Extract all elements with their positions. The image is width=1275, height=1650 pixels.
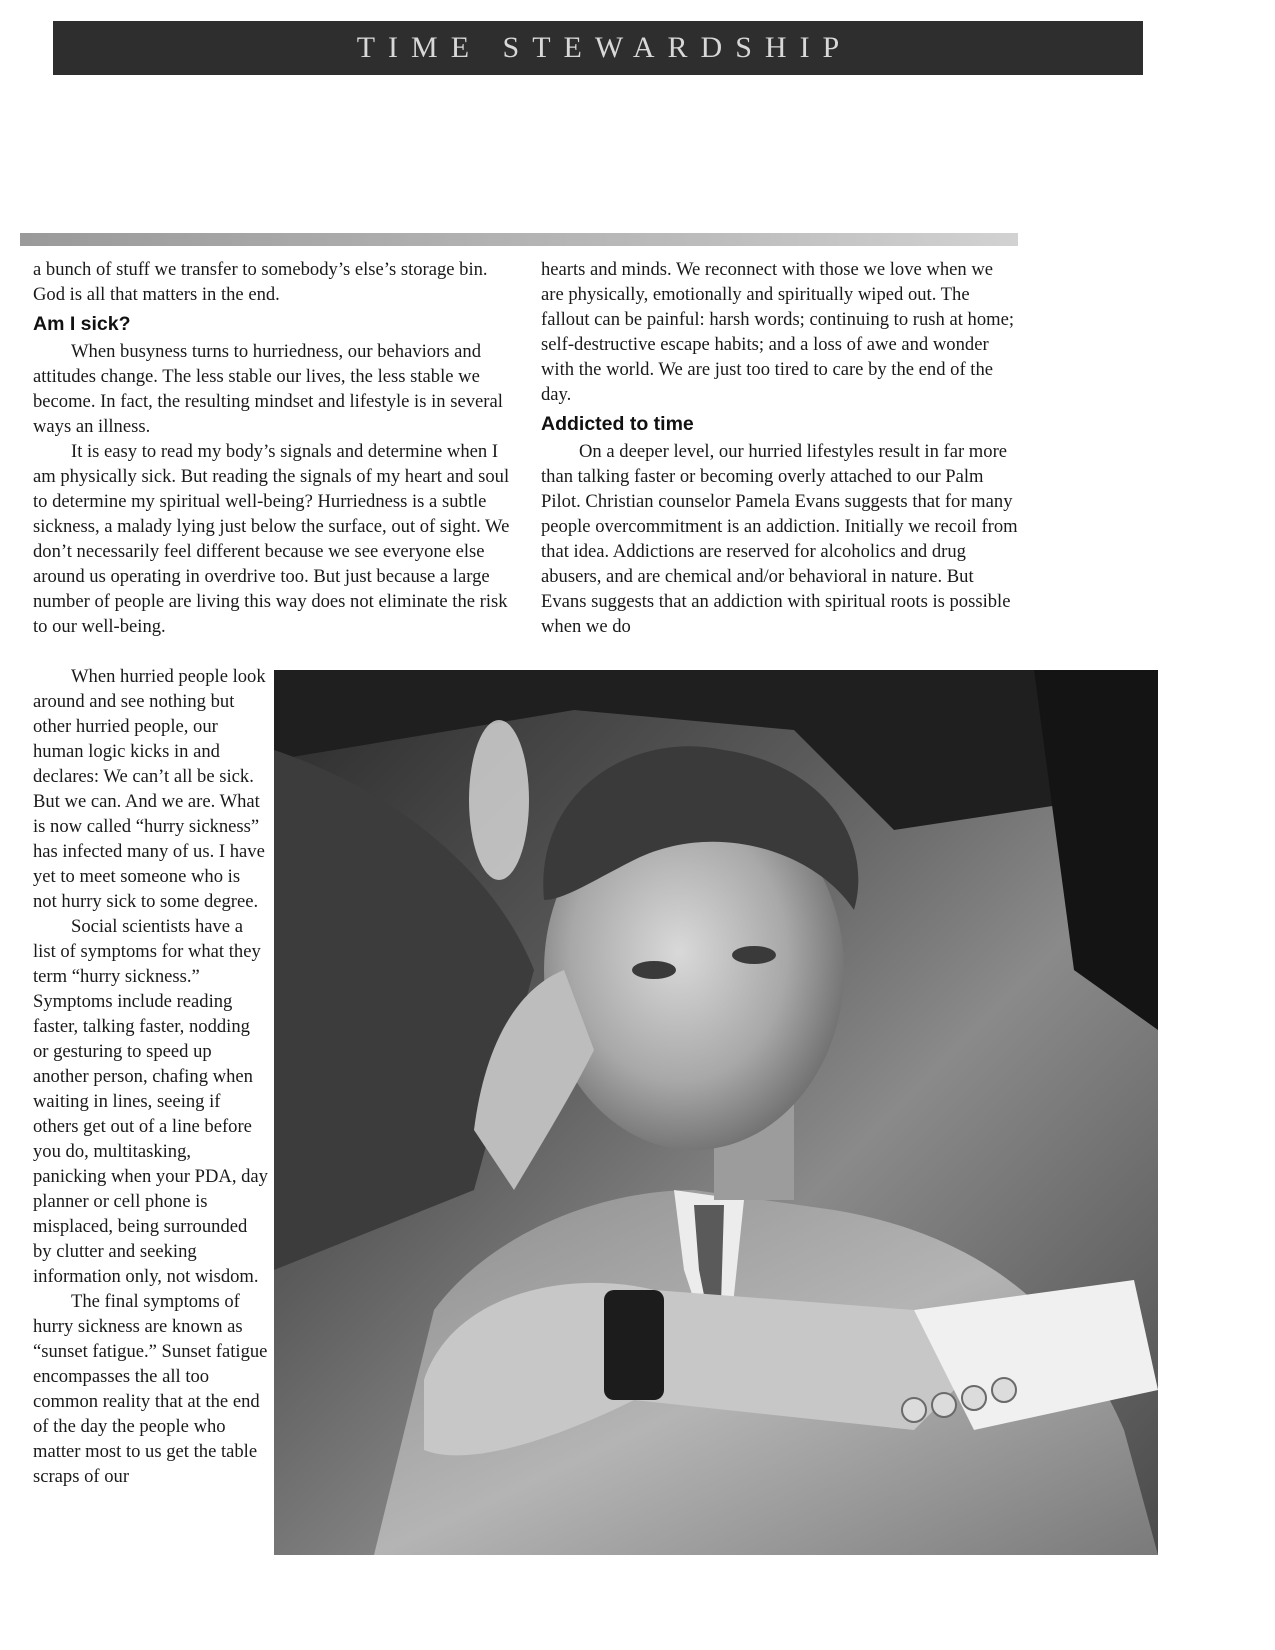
body-paragraph: When busyness turns to hurriedness, our behaviors and attitudes change. The less stable our lives, the less stable we become. In fact, the resulting mindset and lifestyle is in several ways an illness.: [33, 341, 503, 437]
man-on-phone-photo: [274, 670, 1158, 1555]
photo-illustration: [274, 670, 1158, 1555]
body-paragraph: a bunch of stuff we transfer to somebody’s else’s storage bin. God is all that matters in the end.: [33, 259, 488, 305]
body-paragraph: On a deeper level, our hurried lifestyles result in far more than talking faster or becoming overly attached to our Palm Pilot. Christian counselor Pamela Evans suggests that for many people overcommitment is an addiction. Initially we recoil from that idea. Addictions are reserved for alcoholics and drug abusers, and are chemical and/or behavioral in nature. But Evans suggests that an addiction with spiritual roots is possible when we do: [541, 441, 1018, 637]
body-paragraph: The final symptoms of hurry sickness are known as “sunset fatigue.” Sunset fatigue encompasses the all too common reality that at the end of the day the people who matter most to us get the table scraps of our: [33, 1291, 268, 1487]
section-title: TIME STEWARDSHIP: [356, 31, 853, 64]
right-column: [541, 257, 1019, 639]
section-heading: Addicted to time: [541, 413, 694, 435]
body-paragraph: When hurried people look around and see nothing but other hurried people, our human logic kicks in and declares: We can’t all be sick. But we can. And we are. What is now called “hurry sickness” has infected many of us. I have yet to meet someone who is not hurry sick to some degree.: [33, 666, 266, 912]
body-paragraph: Social scientists have a list of symptoms for what they term “hurry sickness.” Symptoms include reading faster, talking faster, nodding or gesturing to speed up another person, chafing when waiting in lines, seeing if others get out of a line before you do, multitasking, panicking when your PDA, day planner or cell phone is misplaced, being surrounded by clutter and seeking information only, not wisdom.: [33, 916, 268, 1287]
divider-rule: [20, 233, 1018, 246]
section-heading: Am I sick?: [33, 313, 131, 335]
body-paragraph: It is easy to read my body’s signals and determine when I am physically sick. But reading the signals of my heart and soul to determine my spiritual well-being? Hurriedness is a subtle sickness, a malady lying just below the surface, out of sight. We don’t necessarily feel different because we see everyone else around us operating in overdrive too. But just because a large number of people are living this way does not eliminate the risk to our well-being.: [33, 441, 510, 637]
narrow-column: [33, 664, 268, 1489]
left-column: [33, 257, 513, 639]
body-paragraph: hearts and minds. We reconnect with those we love when we are physically, emotionally and spiritually wiped out. The fallout can be painful: harsh words; continuing to rush at home; self-destructive escape habits; and a loss of awe and wonder with the world. We are just too tired to care by the end of the day.: [541, 259, 1015, 405]
section-header-band: [53, 21, 1143, 75]
